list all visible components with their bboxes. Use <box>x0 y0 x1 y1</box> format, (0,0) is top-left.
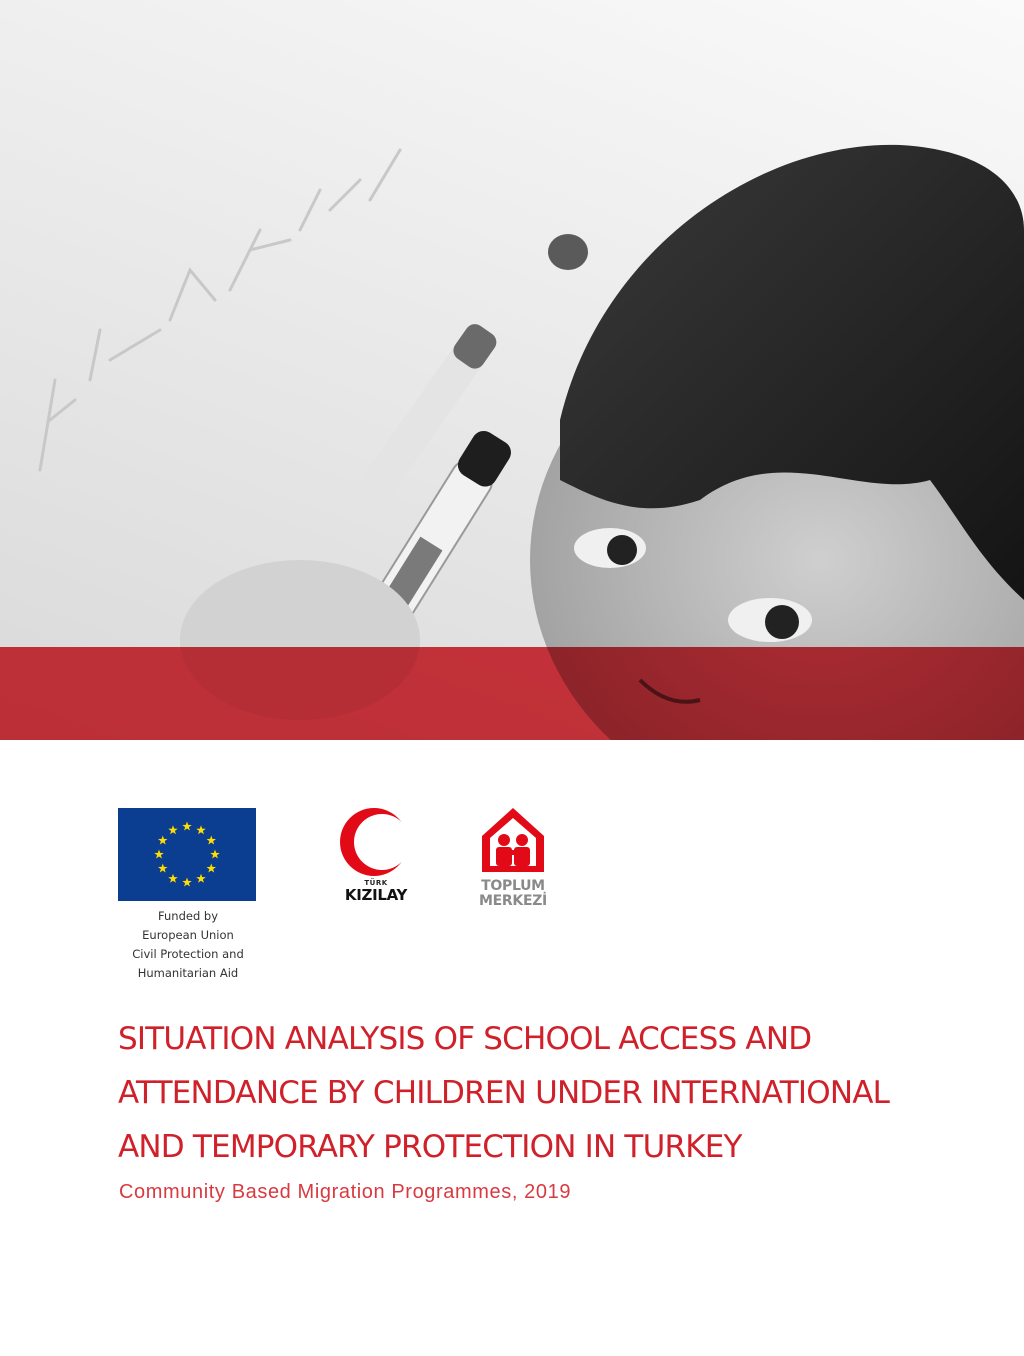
report-subtitle: Community Based Migration Programmes, 2019 <box>119 1181 572 1203</box>
toplum-merkezi-logo <box>468 806 558 909</box>
report-title-line: SITUATION ANALYSIS OF SCHOOL ACCESS AND <box>118 1021 812 1057</box>
kizilay-name: KIZILAY <box>344 886 408 904</box>
report-title-line: AND TEMPORARY PROTECTION IN TURKEY <box>118 1129 742 1165</box>
red-crescent-icon <box>336 806 416 876</box>
red-band <box>0 647 1024 740</box>
eu-caption-line: Humanitarian Aid <box>137 966 239 980</box>
eu-funding-block <box>118 808 258 983</box>
eu-funding-caption <box>118 907 258 983</box>
report-title-line: ATTENDANCE BY CHILDREN UNDER INTERNATIONAL <box>118 1075 890 1111</box>
kizilay-small-text: TÜRK <box>364 879 388 887</box>
toplum-line1: TOPLUM <box>481 878 545 894</box>
report-title <box>118 1012 978 1174</box>
eu-caption-line: Funded by <box>158 909 218 923</box>
eu-flag-icon <box>118 808 256 901</box>
house-with-people-icon <box>478 806 548 874</box>
toplum-line2: MERKEZİ <box>479 893 547 909</box>
turk-kizilay-logo <box>336 806 416 903</box>
eu-caption-line: European Union <box>142 928 234 942</box>
eu-caption-line: Civil Protection and <box>132 947 244 961</box>
